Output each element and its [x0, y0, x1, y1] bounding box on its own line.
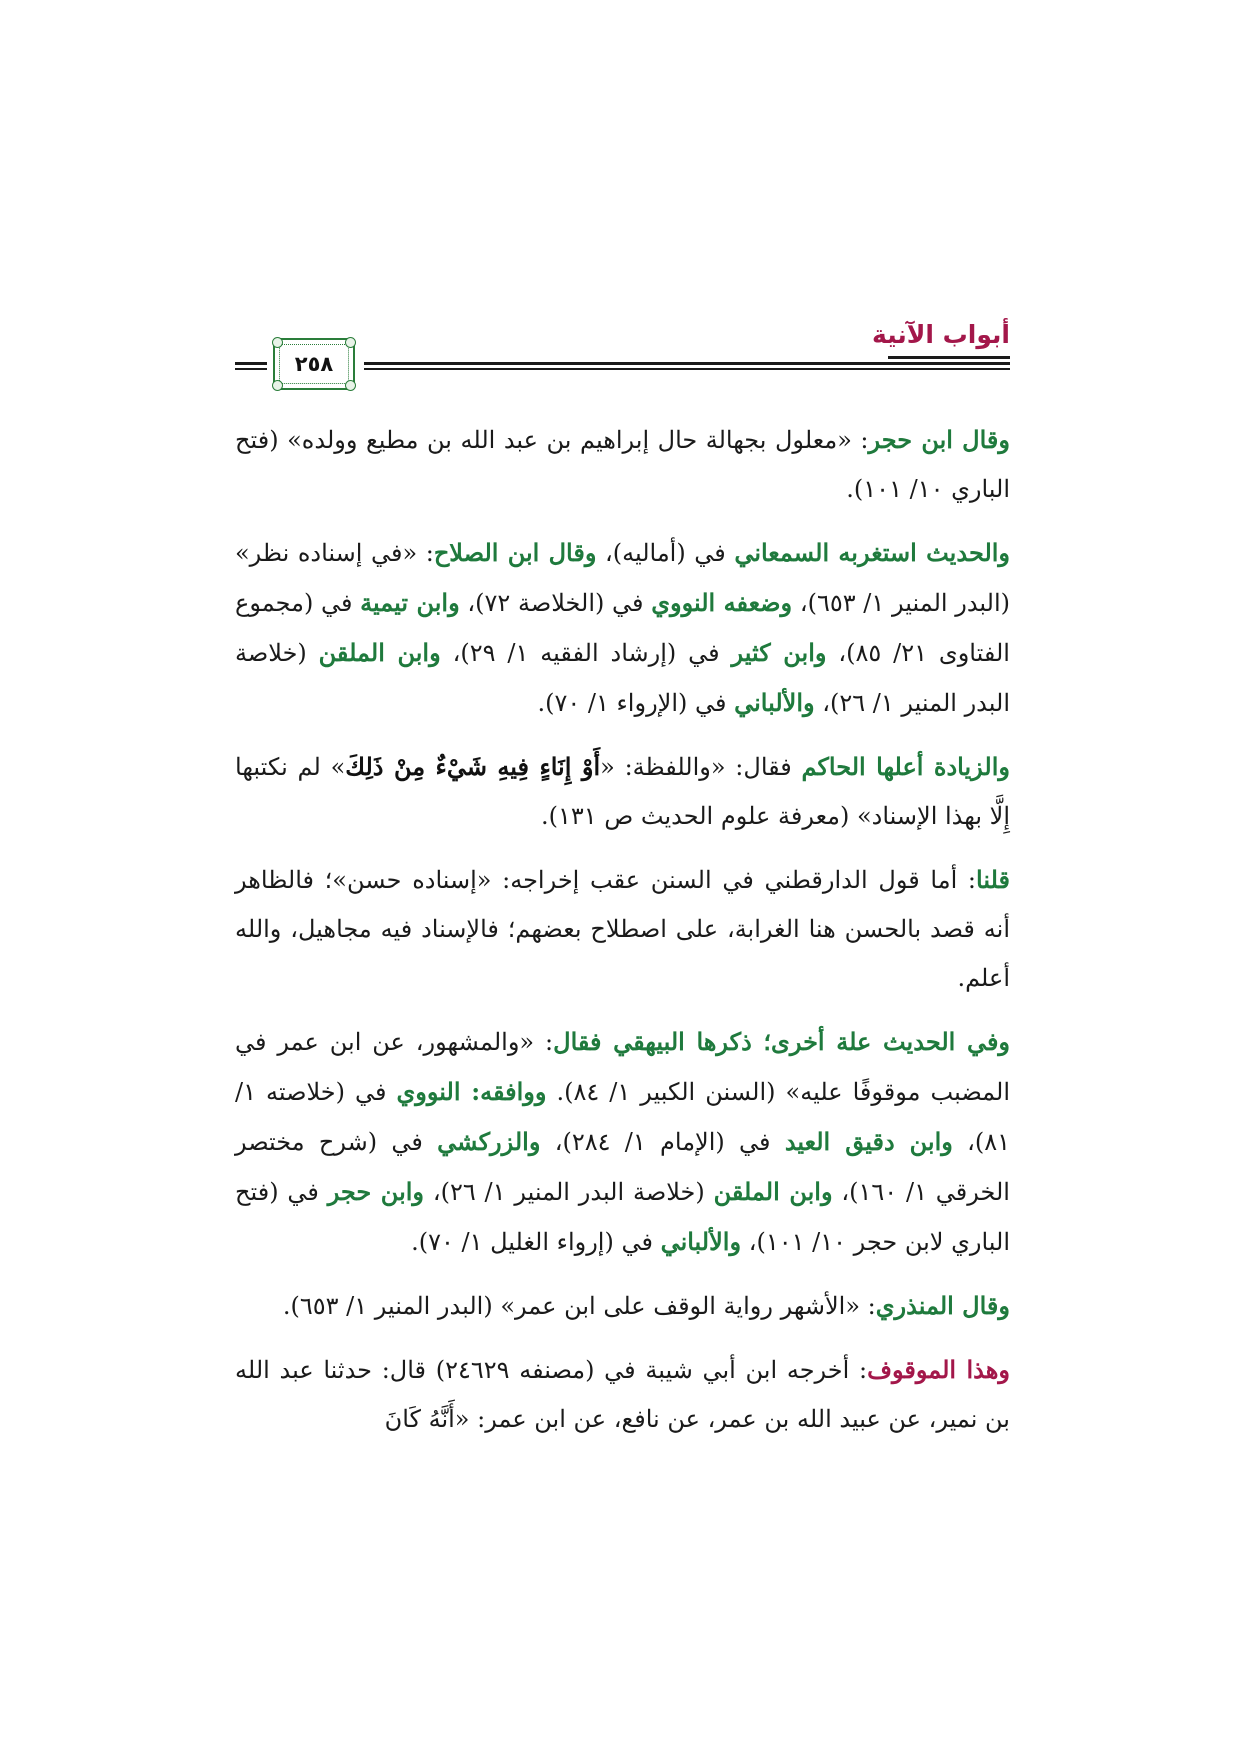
header-rule-thick: [364, 362, 1010, 365]
scholar-name: وقال ابن حجر: [868, 425, 1010, 454]
paragraph: [235, 1281, 1010, 1331]
text-segment: » لم نكتبها إِلَّا بهذا الإسناد» (معرفة علوم الحديث ص ١٣١).: [235, 753, 1010, 830]
text-segment: (خلاصة البدر المنير ١/ ٢٦)،: [424, 1178, 714, 1206]
text-segment: في (إرواء الغليل ١/ ٧٠).: [411, 1228, 661, 1256]
section-heading: وهذا الموقوف: [867, 1355, 1011, 1384]
paragraph: [235, 528, 1010, 728]
ornament-icon: [272, 380, 283, 391]
text-segment: في (الإرواء ١/ ٧٠).: [537, 689, 735, 717]
text-segment: : «في إسناده نظر» (البدر المنير ١/ ٦٥٣)،: [235, 539, 1011, 617]
text-segment: فقال: «واللفظة: «: [600, 753, 802, 781]
title-underline: [888, 356, 1010, 359]
header-rule-thin: [364, 368, 1010, 370]
text-segment: (خلاصة البدر المنير ١/ ٢٦)،: [235, 639, 1010, 717]
scholar-name: وابن حجر: [327, 1177, 425, 1206]
scholar-name: ووافقه: النووي: [396, 1077, 547, 1106]
ornament-icon: [345, 380, 356, 391]
paragraph: [235, 742, 1010, 841]
text-segment: : أخرجه ابن أبي شيبة في (مصنفه ٢٤٦٢٩) قال: حدثنا عبد الله بن نمير، عن عبيد الله بن عمر، عن نافع، عن ابن عمر: «أَنَّهُ كَانَ: [235, 1356, 1010, 1433]
scholar-name: وابن الملقن: [713, 1177, 833, 1206]
text-segment: في (مجموع الفتاوى ٢١/ ٨٥)،: [235, 589, 1010, 667]
scholar-name: والزركشي: [437, 1127, 541, 1156]
scholar-name: وابن تيمية: [360, 588, 460, 617]
text-segment: في (خلاصته ١/ ٨١)،: [235, 1078, 1011, 1156]
page-number: ٢٥٨: [294, 352, 334, 376]
paragraph: [235, 1017, 1010, 1267]
scholar-name: والألباني: [734, 688, 815, 717]
text-segment: : «الأشهر رواية الوقف على ابن عمر» (البدر المنير ١/ ٦٥٣).: [282, 1292, 876, 1320]
scholar-name: وابن كثير: [731, 638, 827, 667]
paragraph: [235, 415, 1010, 514]
scholar-name: والحديث استغربه السمعاني: [734, 538, 1011, 567]
scholar-name: وابن دقيق العيد: [784, 1127, 953, 1156]
header-rule-left-thin: [235, 368, 267, 370]
paragraph: [235, 855, 1010, 1003]
text-segment: في (الخلاصة ٧٢)،: [459, 589, 652, 617]
scholar-name: وابن الملقن: [318, 638, 441, 667]
ornament-icon: [272, 337, 283, 348]
scholar-name: وفي الحديث علة أخرى؛ ذكرها البيهقي فقال: [553, 1027, 1011, 1056]
page-number-badge: [273, 338, 355, 390]
text-segment: : «معلول بجهالة حال إبراهيم بن عبد الله بن مطيع وولده» (فتح الباري ١٠/ ١٠١).: [235, 426, 1010, 503]
scholar-name: والزيادة أعلها الحاكم: [801, 752, 1010, 781]
text-segment: : أما قول الدارقطني في السنن عقب إخراجه: «إسناده حسن»؛ فالظاهر أنه قصد بالحسن هنا الغرابة، على اصطلاح بعضهم؛ فالإسناد فيه مجاهيل، والله أعلم.: [235, 866, 1010, 992]
text-segment: في (فتح الباري لابن حجر ١٠/ ١٠١)،: [235, 1178, 1010, 1256]
text-segment: : «والمشهور، عن ابن عمر في المضبب موقوفًا عليه» (السنن الكبير ١/ ٨٤).: [235, 1028, 1010, 1106]
body-text: [235, 415, 1010, 1444]
paragraph: [235, 1345, 1010, 1444]
running-title: أبواب الآنية: [872, 320, 1010, 349]
ornament-icon: [345, 337, 356, 348]
scholar-name: والألباني: [660, 1227, 742, 1256]
scholar-name: وقال المنذري: [875, 1291, 1010, 1320]
text-segment: في (إرشاد الفقيه ١/ ٢٩)،: [440, 639, 732, 667]
scholar-name: قلنا: [976, 865, 1010, 894]
text-segment: في (أماليه)،: [596, 539, 735, 567]
hadith-quote: أَوْ إِنَاءٍ فِيهِ شَيْءٌ مِنْ ذَلِكَ: [345, 752, 601, 781]
scholar-name: وضعفه النووي: [651, 588, 793, 617]
page-header: [235, 300, 1010, 390]
scholar-name: وقال ابن الصلاح: [433, 538, 597, 567]
header-rule-left-thick: [235, 362, 267, 365]
text-segment: في (الإمام ١/ ٢٨٤)،: [540, 1128, 785, 1156]
text-segment: في (شرح مختصر الخرقي ١/ ١٦٠)،: [235, 1128, 1010, 1206]
